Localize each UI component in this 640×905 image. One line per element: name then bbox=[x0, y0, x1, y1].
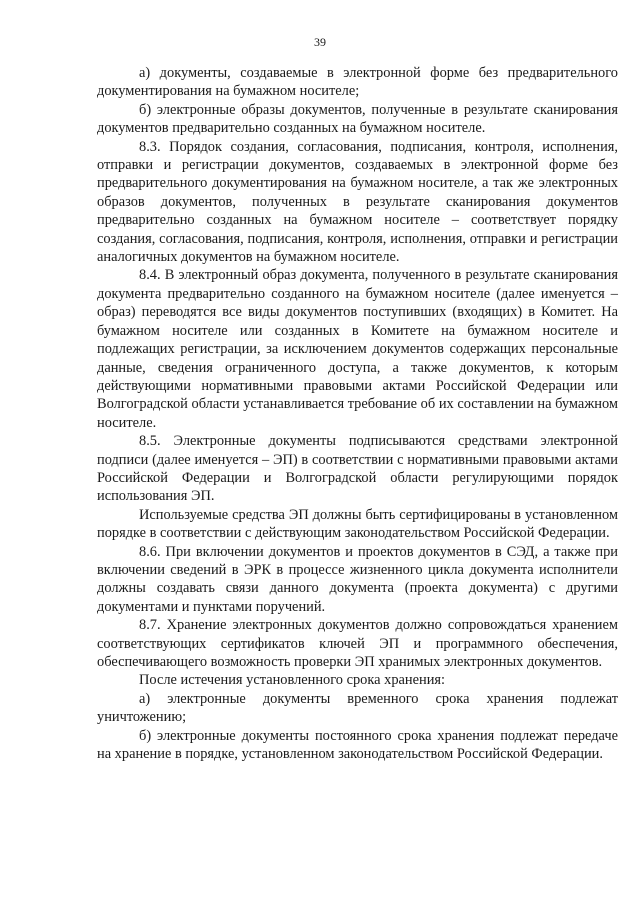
document-body bbox=[97, 64, 618, 763]
paragraph-item-b-permanent-storage: б) электронные документы постоянного срока хранения подлежат передаче на хранение в порядке, установленном законодательством Российской Федерации. bbox=[97, 727, 618, 763]
page-number: 39 bbox=[314, 35, 326, 49]
paragraph-8-3: 8.3. Порядок создания, согласования, подписания, контроля, исполнения, отправки и регистрации документов, создаваемых в электронной форме без предварительного документирования на бумажном носителе, а так же электронных образов документов, полученных в результате сканирования документов предварительно созданных на бумажном носителе – соответствует порядку создания, согласования, подписания, контроля, исполнения, отправки и регистрации аналогичных документов на бумажном носителе. bbox=[97, 138, 618, 266]
paragraph-storage-expiry: После истечения установленного срока хранения: bbox=[139, 672, 446, 689]
paragraph-item-a-temporary-storage: а) электронные документы временного срока хранения подлежат уничтожению; bbox=[97, 690, 618, 726]
paragraph-item-a-electronic-form: а) документы, создаваемые в электронной форме без предварительного документирования на бумажном носителе; bbox=[97, 65, 618, 100]
paragraph-8-4: 8.4. В электронный образ документа, полученного в результате сканирования документа предварительно созданного на бумажном носителе (далее именуется – образ) переводятся все виды документов поступивших (входящих) в Комитет. На бумажном носителе или созданных в Комитете на бумажном носителе и подлежащих регистрации, за исключением документов содержащих персональные данные, сведения ограниченного доступа, а также документов, к которым действующими нормативными правовыми актами Российской Федерации или Волгоградской области устанавливается требование об их составлении на бумажном носителе. bbox=[97, 267, 618, 431]
paragraph-item-b-electronic-images: б) электронные образы документов, полученные в результате сканирования документов предварительно созданных на бумажном носителе. bbox=[97, 101, 618, 137]
paragraph-8-5: 8.5. Электронные документы подписываются средствами электронной подписи (далее именуется – ЭП) в соответствии с нормативными правовыми актами Российской Федерации и Волгоградской области регулирующими порядок использования ЭП. bbox=[97, 433, 618, 505]
paragraph-8-6: 8.6. При включении документов и проектов документов в СЭД, а также при включении сведений в ЭРК в процессе жизненного цикла документа исполнители должны создавать связи данного документа (проекта документа) с другими документами и пунктами поручений. bbox=[97, 543, 618, 615]
paragraph-ep-certification: Используемые средства ЭП должны быть сертифицированы в установленном порядке в соответствии с действующим законодательством Российской Федерации. bbox=[97, 506, 618, 542]
paragraph-8-7: 8.7. Хранение электронных документов должно сопровождаться хранением соответствующих сертификатов ключей ЭП и программного обеспечения, обеспечивающего возможность проверки ЭП хранимых электронных документов. bbox=[97, 617, 618, 670]
